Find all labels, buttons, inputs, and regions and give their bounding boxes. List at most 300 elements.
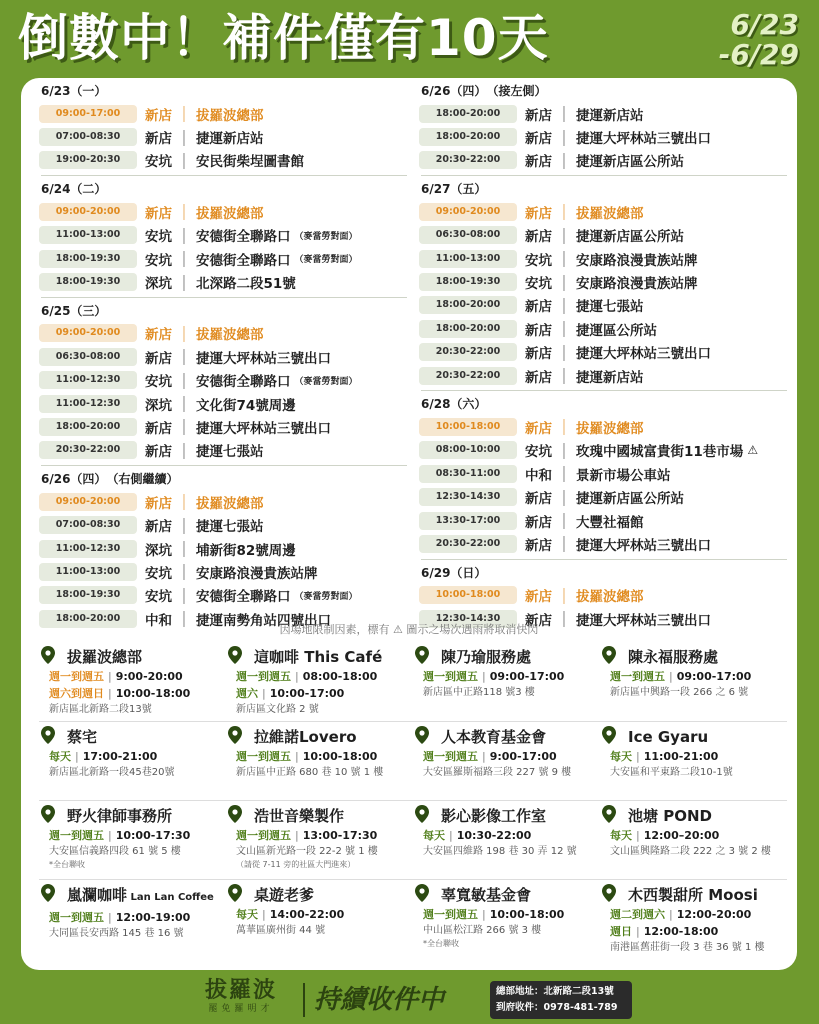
office-address: 大安區信義路四段 61 號 5 樓 [49, 846, 181, 857]
place-name: 捷運大坪林站三號出口 [576, 537, 712, 554]
time-badge: 09:00-20:00 [39, 324, 137, 342]
office-hours [610, 668, 787, 685]
office-name [441, 646, 600, 668]
time-badge: 11:00-13:00 [39, 563, 137, 581]
separator: | [482, 750, 486, 763]
separator: ｜ [556, 151, 573, 171]
area-name: 中和 [525, 467, 552, 484]
brand-subtitle: 罷免羅明才 [208, 1004, 274, 1014]
area-name: 新店 [525, 537, 552, 554]
hours-label: 週一到週五 [236, 750, 291, 763]
schedule-row [39, 490, 409, 513]
office-card [226, 722, 413, 800]
office-address: 新店區北新路二段13號 [49, 704, 152, 715]
office-hours [236, 668, 413, 685]
place-note: （麥當勞對面） [294, 376, 358, 387]
area-name: 安坑 [145, 374, 172, 391]
day-label: 6/23（一） [41, 84, 107, 98]
separator: ｜ [176, 540, 193, 560]
time-badge: 18:00-20:00 [39, 610, 137, 628]
day-heading [419, 562, 789, 584]
schedule-row [39, 369, 409, 392]
place-name: 捷運七張站 [196, 444, 264, 461]
office-card [226, 880, 413, 958]
place-name: 文化街74號周邊 [196, 397, 296, 414]
office-name [628, 646, 787, 668]
area-name: 安坑 [145, 252, 172, 269]
day-label: 6/26（四） [421, 84, 487, 98]
rain-notice: 因場地限制因素，標有 ⚠ 圖示之場次遇雨將取消快閃 [279, 623, 539, 636]
location-pin-icon [228, 805, 242, 823]
place-name: 拔羅波總部 [576, 420, 644, 437]
place-name: 捷運新店站 [576, 107, 644, 124]
separator: ｜ [176, 226, 193, 246]
schedule-row [419, 415, 789, 438]
place-name: 安康路浪漫貴族站牌 [576, 276, 698, 293]
schedule-row [419, 200, 789, 223]
area-name: 新店 [525, 420, 552, 437]
area-name: 新店 [145, 495, 172, 512]
office-name-text: 池塘 POND [628, 807, 712, 825]
schedule-row [39, 200, 409, 223]
office-name [67, 646, 226, 668]
location-pin-icon [415, 805, 429, 823]
separator: ｜ [556, 367, 573, 387]
hours-time: 13:00-17:30 [302, 829, 378, 842]
separator: | [108, 670, 112, 683]
office-hours [49, 748, 226, 765]
schedule-row [419, 224, 789, 247]
office-hours [423, 827, 600, 844]
separator: ｜ [556, 105, 573, 125]
separator: ｜ [556, 273, 573, 293]
time-badge: 18:00-19:30 [39, 273, 137, 291]
place-note: （麥當勞對面） [294, 591, 358, 602]
location-pin-icon [228, 884, 242, 902]
warning-icon: ⚠ [747, 443, 759, 458]
place-name: 拔羅波總部 [196, 205, 264, 222]
separator: ｜ [556, 296, 573, 316]
office-name-en: Lan Lan Coffee [127, 892, 214, 903]
day-label: 6/25（三） [41, 303, 107, 318]
schedule-row [419, 364, 789, 387]
day-heading [419, 178, 789, 200]
office-row [39, 642, 787, 721]
office-address: 萬華區廣州街 44 號 [236, 925, 326, 936]
schedule-row [419, 509, 789, 532]
place-name: 捷運南勢角站四號出口 [196, 612, 332, 629]
hours-label: 週一到週五 [236, 829, 291, 842]
area-name: 新店 [145, 420, 172, 437]
day-label: 6/29（日） [421, 565, 487, 580]
separator: | [262, 908, 266, 921]
separator: ｜ [176, 418, 193, 438]
place-name: 捷運大坪林站三號出口 [576, 612, 712, 629]
separator: ｜ [556, 586, 573, 606]
office-address: 大同區長安西路 145 巷 16 號 [49, 928, 184, 939]
separator: ｜ [556, 203, 573, 223]
location-pin-icon [602, 884, 616, 902]
hours-time: 10:00-17:00 [269, 687, 345, 700]
day-divider [41, 297, 407, 298]
separator: ｜ [556, 128, 573, 148]
office-row [39, 721, 787, 800]
schedule-row [419, 317, 789, 340]
hours-time: 17:00-21:00 [82, 750, 158, 763]
separator: ｜ [176, 493, 193, 513]
office-address: 新店區中興路一段 266 之 6 號 [610, 687, 749, 698]
hours-time: 09:00-17:00 [676, 670, 752, 683]
place-name: 安康路浪漫貴族站牌 [196, 565, 318, 582]
office-name [67, 884, 226, 909]
area-name: 中和 [145, 612, 172, 629]
office-address: 新店區文化路 2 號 [236, 704, 319, 715]
schedule-row [419, 294, 789, 317]
place-name: 捷運新店站 [196, 131, 264, 148]
hours-label: 週一到週五 [610, 670, 665, 683]
place-name: 景新市場公車站 [576, 467, 671, 484]
date-range [703, 10, 799, 70]
place-name: 安德街全聯路口 [196, 589, 291, 606]
schedule-row [419, 532, 789, 555]
office-card [413, 642, 600, 721]
time-badge: 11:00-12:30 [39, 395, 137, 413]
office-card [600, 801, 787, 879]
time-badge: 18:00-19:30 [39, 250, 137, 268]
office-note: *全台聯收 [49, 860, 85, 869]
office-card [226, 801, 413, 879]
office-note: *全台聯收 [423, 939, 459, 948]
area-name: 新店 [525, 322, 552, 339]
office-address: 文山區興隆路二段 222 之 3 號 2 樓 [610, 846, 771, 857]
schedule-row [39, 513, 409, 536]
date-end: -6/29 [718, 38, 799, 71]
office-name-text: 嵐瀾咖啡 [67, 886, 128, 904]
office-card [39, 801, 226, 879]
office-name [67, 726, 226, 748]
day-heading [39, 300, 409, 322]
day-label: 6/28（六） [421, 397, 487, 412]
schedule-row [419, 270, 789, 293]
place-name: 安康路浪漫貴族站牌 [576, 252, 698, 269]
hours-label: 週一到週五 [49, 670, 104, 683]
time-badge: 12:30-14:30 [419, 488, 517, 506]
hours-time: 11:00-21:00 [643, 750, 719, 763]
hours-time: 10:00-18:00 [489, 908, 565, 921]
office-address: 南港區舊莊街一段 3 巷 36 號 1 樓 [610, 942, 765, 953]
location-pin-icon [41, 646, 55, 664]
separator: | [636, 750, 640, 763]
schedule-row [39, 322, 409, 345]
area-name: 安坑 [145, 589, 172, 606]
hours-time: 09:00-17:00 [489, 670, 565, 683]
hours-label: 週六 [236, 687, 258, 700]
area-name: 新店 [525, 299, 552, 316]
office-card [413, 801, 600, 879]
location-pin-icon [228, 646, 242, 664]
place-name: 安德街全聯路口 [196, 374, 291, 391]
place-note: （麥當勞對面） [294, 231, 358, 242]
office-address: 新店區中正路 680 巷 10 號 1 樓 [236, 767, 384, 778]
office-card [600, 722, 787, 800]
area-name: 安坑 [145, 565, 172, 582]
separator: | [295, 829, 299, 842]
area-name: 新店 [145, 350, 172, 367]
office-hours [610, 748, 787, 765]
office-row [39, 800, 787, 879]
office-name [254, 726, 413, 748]
schedule-row [39, 224, 409, 247]
separator: | [669, 908, 673, 921]
time-badge: 11:00-12:30 [39, 540, 137, 558]
time-badge: 20:30-22:00 [419, 343, 517, 361]
hours-label: 週一到週五 [236, 670, 291, 683]
day-label: 6/27（五） [421, 182, 487, 197]
schedule-row [39, 247, 409, 270]
office-name-text: 蔡宅 [67, 728, 98, 746]
place-name: 北深路二段51號 [196, 276, 296, 293]
office-name-text: 拔羅波總部 [67, 648, 143, 666]
separator: | [262, 687, 266, 700]
place-name: 玫瑰中國城富貴街11巷市場 [576, 444, 744, 461]
area-name: 新店 [525, 107, 552, 124]
place-name: 拔羅波總部 [196, 327, 264, 344]
footer [0, 975, 819, 1024]
location-pin-icon [602, 805, 616, 823]
day-heading [39, 468, 409, 490]
location-pin-icon [41, 884, 55, 902]
area-name: 新店 [525, 154, 552, 171]
content-card [21, 78, 797, 970]
separator: | [669, 670, 673, 683]
area-name: 安坑 [145, 154, 172, 171]
pickup-phone: 到府收件：0978-481-789 [496, 1002, 618, 1013]
hours-time: 08:00-18:00 [302, 670, 378, 683]
hq-address: 總部地址：北新路二段13號 [496, 986, 614, 997]
separator: | [108, 829, 112, 842]
time-badge: 18:00-19:30 [39, 586, 137, 604]
day-divider [41, 465, 407, 466]
office-name-text: Ice Gyaru [628, 728, 709, 746]
brand-name: 拔羅波 [204, 978, 277, 1003]
time-badge: 19:00-20:30 [39, 151, 137, 169]
time-badge: 20:30-22:00 [419, 535, 517, 553]
hours-label: 每天 [610, 750, 632, 763]
schedule-row [39, 584, 409, 607]
day-note: （接左側） [492, 84, 547, 98]
office-address: 大安區和平東路二段10-1號 [610, 767, 733, 778]
office-card [39, 642, 226, 721]
place-name: 捷運大坪林站三號出口 [196, 420, 332, 437]
hours-time: 10:00-18:00 [115, 687, 191, 700]
separator: ｜ [176, 563, 193, 583]
brand-logo [188, 979, 294, 1015]
area-name: 新店 [525, 346, 552, 363]
office-address: 大安區四維路 198 巷 30 弄 12 號 [423, 846, 577, 857]
area-name: 新店 [525, 131, 552, 148]
separator: ｜ [176, 250, 193, 270]
schedule-row [419, 485, 789, 508]
office-name [254, 884, 413, 906]
contact-box [490, 981, 632, 1019]
hours-label: 每天 [423, 829, 445, 842]
office-directory [39, 642, 787, 958]
time-badge: 18:00-20:00 [39, 418, 137, 436]
hours-time: 12:00-20:00 [676, 908, 752, 921]
location-pin-icon [41, 805, 55, 823]
schedule-row [39, 439, 409, 462]
time-badge: 08:30-11:00 [419, 465, 517, 483]
office-name-text: 浩世音樂製作 [254, 807, 345, 825]
place-name: 大豐社福館 [576, 514, 644, 531]
office-hours [610, 827, 787, 844]
schedule-row [39, 537, 409, 560]
place-name: 捷運新店區公所站 [576, 491, 685, 508]
separator: ｜ [176, 586, 193, 606]
place-name: 捷運新店區公所站 [576, 229, 685, 246]
hours-time: 9:00-20:00 [115, 670, 183, 683]
time-badge: 12:30-14:30 [419, 610, 517, 628]
separator: ｜ [176, 395, 193, 415]
office-address: 中山區松江路 266 號 3 樓 [423, 925, 542, 936]
separator: ｜ [176, 371, 193, 391]
separator: ｜ [556, 465, 573, 485]
location-pin-icon [415, 884, 429, 902]
hours-label: 每天 [49, 750, 71, 763]
schedule-left-column [39, 80, 409, 630]
office-name-text: 辜寬敏基金會 [441, 886, 532, 904]
office-name [628, 805, 787, 827]
office-name [628, 726, 787, 748]
area-name: 深坑 [145, 542, 172, 559]
separator: | [482, 908, 486, 921]
place-name: 拔羅波總部 [576, 589, 644, 606]
hours-time: 10:30-22:00 [456, 829, 532, 842]
time-badge: 09:00-20:00 [39, 203, 137, 221]
schedule-row [39, 102, 409, 125]
schedule-row [39, 149, 409, 172]
office-card [39, 722, 226, 800]
location-pin-icon [602, 726, 616, 744]
office-name [628, 884, 787, 906]
separator: ｜ [176, 348, 193, 368]
time-badge: 18:00-20:00 [419, 296, 517, 314]
time-badge: 11:00-12:30 [39, 371, 137, 389]
area-name: 新店 [525, 229, 552, 246]
time-badge: 18:00-20:00 [419, 320, 517, 338]
place-name: 拔羅波總部 [576, 205, 644, 222]
place-name: 埔新街82號周邊 [196, 542, 296, 559]
office-hours [236, 906, 413, 923]
hours-label: 每天 [610, 829, 632, 842]
office-hours [610, 906, 787, 923]
area-name: 新店 [145, 519, 172, 536]
area-name: 安坑 [145, 229, 172, 246]
time-badge: 18:00-20:00 [419, 105, 517, 123]
time-badge: 06:30-08:00 [419, 226, 517, 244]
hours-label: 週六到週日 [49, 687, 104, 700]
office-name [441, 884, 600, 906]
area-name: 新店 [525, 205, 552, 222]
place-note: （麥當勞對面） [294, 255, 358, 266]
schedule-row [39, 392, 409, 415]
office-name [254, 805, 413, 827]
place-name: 捷運新店站 [576, 369, 644, 386]
day-label: 6/24（二） [41, 182, 107, 197]
separator: ｜ [176, 105, 193, 125]
place-name: 捷運七張站 [576, 299, 644, 316]
area-name: 深坑 [145, 276, 172, 293]
separator: ｜ [556, 488, 573, 508]
hours-time: 14:00-22:00 [269, 908, 345, 921]
area-name: 安坑 [525, 252, 552, 269]
office-hours [236, 827, 413, 844]
office-hours [610, 923, 787, 940]
place-name: 安民街柴埕圖書館 [196, 154, 305, 171]
office-hours [423, 748, 600, 765]
separator: ｜ [556, 418, 573, 438]
schedule-row [39, 270, 409, 293]
slogan: 持續收件中 [314, 985, 445, 1015]
office-name [254, 646, 413, 668]
time-badge: 07:00-08:30 [39, 516, 137, 534]
hours-label: 週一到週五 [423, 670, 478, 683]
area-name: 新店 [145, 205, 172, 222]
separator: ｜ [556, 441, 573, 461]
office-card [600, 642, 787, 721]
office-card [600, 880, 787, 958]
separator: ｜ [556, 320, 573, 340]
separator: | [75, 750, 79, 763]
office-name-text: 人本教育基金會 [441, 728, 547, 746]
area-name: 安坑 [525, 276, 552, 293]
office-name-text: 這咖啡 This Café [254, 648, 383, 666]
office-hours [236, 685, 413, 702]
separator: ｜ [556, 512, 573, 532]
date-start: 6/23 [730, 8, 799, 41]
location-pin-icon [415, 646, 429, 664]
office-address: 文山區新光路一段 22-2 號 1 樓 [236, 846, 378, 857]
hours-label: 週二到週六 [610, 908, 665, 921]
place-name: 捷運七張站 [196, 519, 264, 536]
time-badge: 20:30-22:00 [39, 441, 137, 459]
office-hours [236, 748, 413, 765]
area-name: 深坑 [145, 397, 172, 414]
separator: | [482, 670, 486, 683]
location-pin-icon [228, 726, 242, 744]
schedule-row [39, 415, 409, 438]
schedule-row [419, 247, 789, 270]
separator: ｜ [556, 535, 573, 555]
time-badge: 07:00-08:30 [39, 128, 137, 146]
place-name: 捷運大坪林站三號出口 [576, 131, 712, 148]
footer-divider [303, 983, 305, 1017]
office-hours [49, 827, 226, 844]
time-badge: 09:00-20:00 [39, 493, 137, 511]
header [0, 0, 819, 78]
office-hours [49, 909, 226, 926]
day-note: （右側繼續） [112, 472, 179, 487]
separator: ｜ [176, 441, 193, 461]
day-heading [39, 80, 409, 102]
separator: ｜ [176, 516, 193, 536]
schedule-row [419, 462, 789, 485]
place-name: 捷運區公所站 [576, 322, 658, 339]
office-row [39, 879, 787, 958]
schedule-row [39, 345, 409, 368]
office-hours [423, 906, 600, 923]
separator: ｜ [176, 128, 193, 148]
